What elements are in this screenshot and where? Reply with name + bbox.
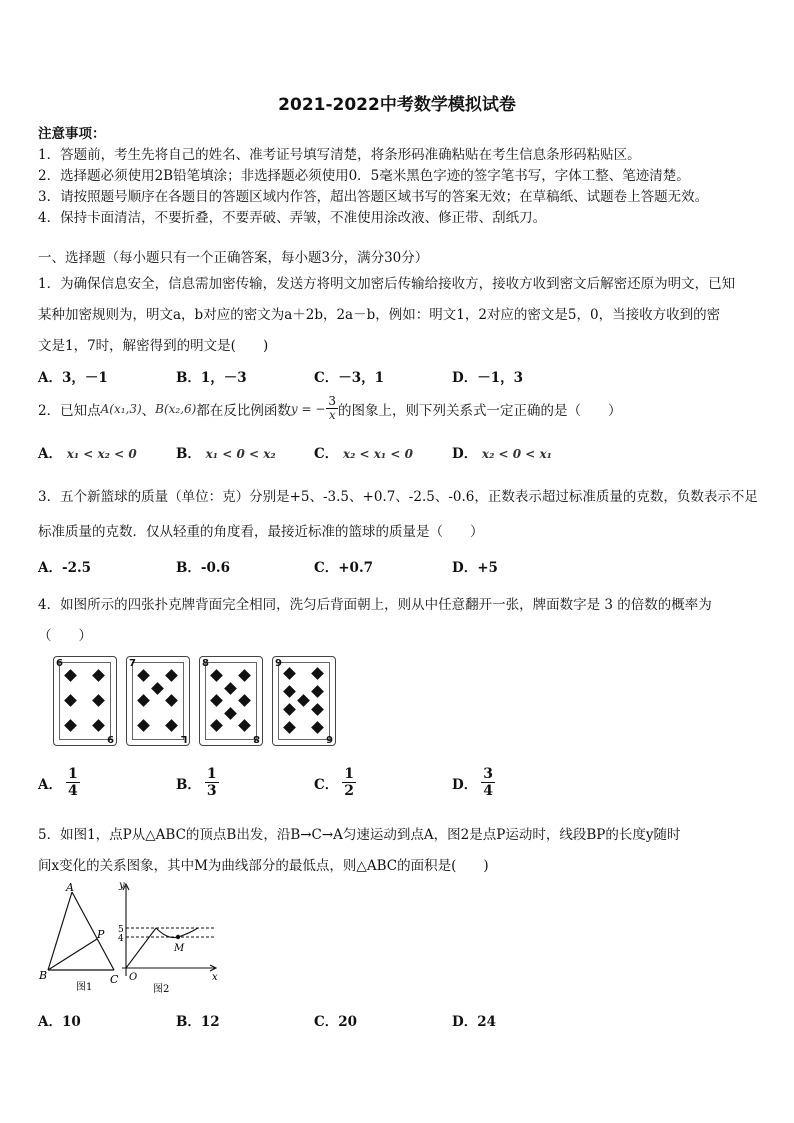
q4-option-b-den: 3 — [206, 783, 217, 799]
graph-figure — [122, 884, 216, 976]
tick-5: 5 — [118, 925, 124, 935]
q4-option-c-den: 2 — [344, 783, 354, 799]
q5-line-2: 间x变化的关系图象，其中M为曲线部分的最低点，则△ABC的面积是( ) — [38, 858, 489, 874]
q5-option-d: D．24 — [452, 1014, 496, 1030]
q2-frac-num: 3 — [328, 394, 337, 408]
q4-option-c-num: 1 — [344, 766, 354, 782]
q3-option-b: B．-0.6 — [176, 560, 230, 576]
q4-option-b-label: B． — [176, 776, 201, 793]
section-heading: 一、选择题（每小题只有一个正确答案，每小题3分，满分30分） — [38, 250, 429, 266]
q2-fraction — [326, 395, 338, 422]
q2-option-d-expr: x₂ < 0 < x₁ — [481, 447, 552, 461]
q2-option-b-label: B． — [176, 446, 201, 462]
card-4-rank-bottom: 6 — [326, 733, 333, 744]
label-m: M — [174, 943, 185, 954]
q2-option-b-expr: x₁ < 0 < x₂ — [205, 447, 276, 461]
label-c: C — [110, 973, 119, 986]
label-y: y — [119, 880, 125, 891]
label-a: A — [66, 881, 74, 894]
q2-option-b — [176, 442, 276, 462]
notice-heading: 注意事项： — [38, 126, 106, 142]
playing-card-6 — [53, 656, 117, 746]
q4-option-d-num: 3 — [483, 766, 493, 782]
q5-figures — [36, 880, 236, 1000]
label-p: P — [97, 928, 105, 941]
card-3-rank-top: 8 — [202, 658, 209, 669]
figure-1-caption: 图1 — [76, 982, 93, 993]
notice-item-2: 2．选择题必须使用2B铅笔填涂；非选择题必须使用0．5毫米黑色字迹的签字笔书写，字体工整、笔迹清楚。 — [38, 168, 690, 184]
card-1-rank-top: 6 — [56, 658, 63, 669]
q4-option-d — [452, 766, 495, 799]
figure-2-caption: 图2 — [153, 984, 170, 995]
q5-option-a: A．10 — [38, 1014, 81, 1030]
q2-pre: 2．已知点 — [38, 402, 101, 419]
q4-option-c-label: C． — [314, 776, 339, 793]
playing-card-7 — [126, 656, 190, 746]
q1-option-c: C．－3，1 — [314, 370, 385, 386]
q2-mid: 都在反比例函数 — [196, 402, 291, 419]
q4-option-a — [38, 766, 80, 799]
card-2-rank-top: 7 — [129, 658, 136, 669]
notice-item-4: 4．保持卡面清洁，不要折叠，不要弄破、弄皱，不准使用涂改液、修正带、刮纸刀。 — [38, 210, 547, 226]
card-1-rank-bottom: 9 — [107, 733, 114, 744]
card-4-rank-top: 9 — [275, 658, 282, 669]
point-m — [176, 935, 180, 939]
q2-option-d — [452, 442, 552, 462]
q2-stem — [38, 395, 622, 422]
q5-option-c: C．20 — [314, 1014, 358, 1030]
q2-option-c-label: C． — [314, 446, 339, 462]
q3-line-1: 3．五个新篮球的质量（单位：克）分别是+5、-3.5、+0.7、-2.5、-0.6，正数表示超过标准质量的克数，负数表示不足 — [38, 489, 758, 505]
q3-option-c: C．+0.7 — [314, 560, 374, 576]
q1-line-3: 文是1，7时，解密得到的明文是( ) — [38, 338, 269, 354]
label-x: x — [212, 972, 218, 983]
edge-ab — [48, 892, 72, 970]
q2-option-a — [38, 442, 137, 462]
q4-option-b-fraction — [205, 766, 219, 799]
q1-line-1: 1．为确保信息安全，信息需加密传输，发送方将明文加密后传输给接收方，接收方收到密文后解密还原为明文，已知 — [38, 276, 736, 292]
q1-option-b: B．1，－3 — [176, 370, 247, 386]
playing-card-9 — [272, 656, 336, 746]
q2-option-a-expr: x₁ < x₂ < 0 — [66, 447, 137, 461]
q4-option-a-label: A． — [38, 776, 62, 793]
q2-point-b: B(x₂,6) — [155, 401, 197, 416]
q2-sep: 、 — [141, 402, 156, 419]
q2-point-a: A(x₁,3) — [100, 401, 142, 416]
q4-option-b — [176, 766, 219, 799]
q4-line-1: 4．如图所示的四张扑克牌背面完全相同，洗匀后背面朝上，则从中任意翻开一张，牌面数字是 3 的倍数的概率为 — [38, 597, 712, 613]
q4-option-d-den: 4 — [483, 783, 493, 799]
q2-option-d-label: D． — [452, 446, 478, 462]
q4-option-d-label: D． — [452, 776, 478, 793]
tick-4: 4 — [118, 934, 124, 944]
q2-option-a-label: A． — [38, 446, 62, 462]
q2-frac-den: x — [328, 408, 336, 422]
card-3-rank-bottom: 8 — [253, 733, 260, 744]
q3-option-a: A．-2.5 — [38, 560, 92, 576]
label-o: O — [129, 972, 138, 983]
notice-item-1: 1．答题前，考生先将自己的姓名、准考证号填写清楚，将条形码准确粘贴在考生信息条形码粘贴区。 — [38, 147, 641, 163]
segment-bp — [48, 939, 97, 970]
q4-option-c-fraction — [342, 766, 356, 799]
label-b: B — [39, 969, 48, 982]
q4-option-a-fraction — [66, 766, 80, 799]
q5-option-b: B．12 — [176, 1014, 220, 1030]
q2-option-c — [314, 442, 413, 462]
playing-card-8 — [199, 656, 263, 746]
edge-ca — [72, 892, 114, 970]
notice-item-3: 3．请按照题号顺序在各题目的答题区域内作答，超出答题区域书写的答案无效；在草稿纸、试题卷上答题无效。 — [38, 189, 709, 205]
q3-option-d: D．+5 — [452, 560, 498, 576]
q1-option-d: D．－1，3 — [452, 370, 523, 386]
q4-line-2: （ ） — [38, 628, 92, 644]
graph-linear-part — [126, 928, 156, 968]
q1-option-a: A．3，－1 — [38, 370, 108, 386]
page-title: 2021-2022中考数学模拟试卷 — [278, 95, 516, 115]
q4-option-d-fraction — [481, 766, 495, 799]
q4-option-a-den: 4 — [67, 783, 78, 799]
q2-func-lhs: y = − — [290, 401, 326, 416]
card-2-rank-bottom: L — [180, 733, 187, 744]
q1-line-2: 某种加密规则为，明文a，b对应的密文为a＋2b，2a－b，例如：明文1，2对应的密文是5，0，当接收方收到的密 — [38, 307, 721, 323]
q5-line-1: 5．如图1，点P从△ABC的顶点B出发，沿B→C→A匀速运动到点A，图2是点P运动时，线段BP的长度y随时 — [38, 827, 681, 843]
q4-option-a-num: 1 — [67, 766, 78, 782]
q4-option-c — [314, 766, 356, 799]
q4-option-b-num: 1 — [206, 766, 217, 782]
q3-line-2: 标准质量的克数．仅从轻重的角度看，最接近标准的篮球的质量是（ ） — [38, 524, 484, 540]
q2-post: 的图象上，则下列关系式一定正确的是（ ） — [338, 402, 622, 419]
q2-option-c-expr: x₂ < x₁ < 0 — [342, 447, 413, 461]
